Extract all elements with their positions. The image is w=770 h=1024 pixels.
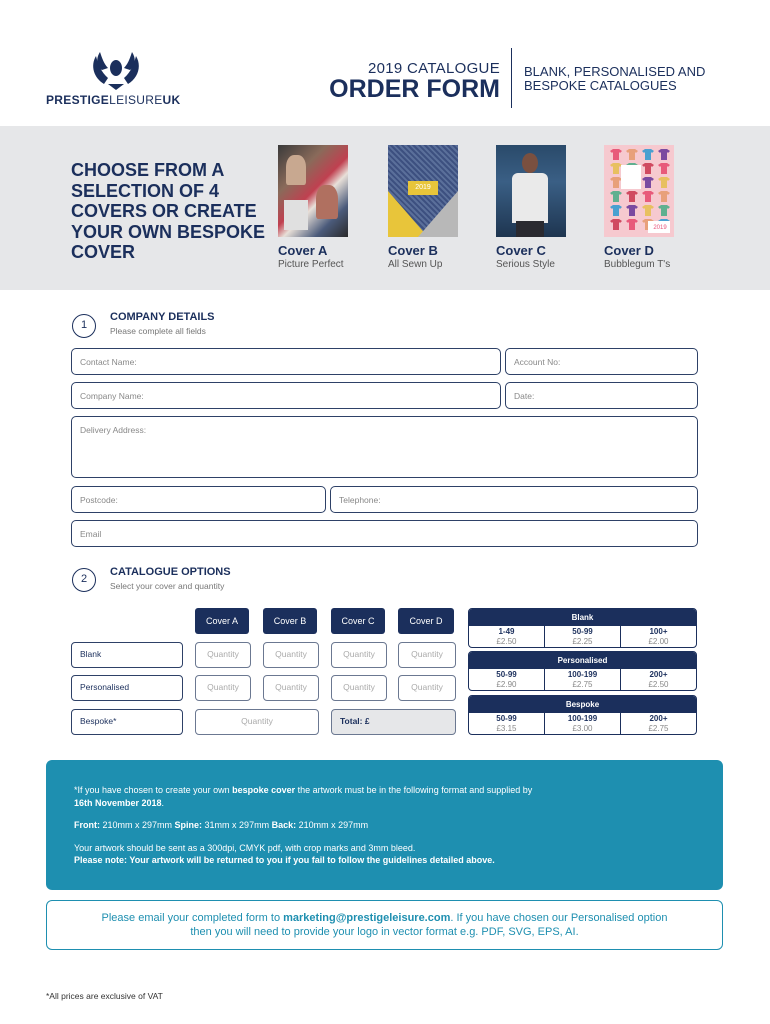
tshirt-icon (658, 205, 670, 216)
cover-d-badge: 2019 (653, 225, 667, 231)
price-tier: 100-199 £2.75 (545, 669, 621, 690)
header-divider (511, 48, 512, 108)
tshirt-icon (610, 191, 622, 202)
email-instructions: Please email your completed form to marketing@prestigeleisure.com. If you have chosen our Personalised option then you will need to provide your logo in vector format e.g. PDF, SVG, EPS, AI. (46, 900, 723, 950)
tshirt-icon (658, 191, 670, 202)
cover-b[interactable] (388, 145, 478, 270)
price-tier: 50-99 £3.15 (469, 713, 545, 734)
tshirt-icon (626, 205, 638, 216)
cover-c-column-header: Cover C (331, 608, 385, 634)
price-table-blank (468, 608, 697, 648)
price-table-bespoke (468, 695, 697, 735)
cover-a-subtitle: Picture Perfect (278, 259, 344, 270)
price-tier: 1-49 £2.50 (469, 626, 545, 647)
postcode-field[interactable]: Postcode: (71, 486, 326, 513)
cover-d[interactable] (604, 145, 694, 270)
tshirt-icon (610, 219, 622, 230)
row-label-blank: Blank (71, 642, 183, 668)
cover-a-image (278, 145, 348, 237)
cover-d-subtitle: Bubblegum T's (604, 259, 671, 270)
row-label-bespoke: Bespoke* (71, 709, 183, 735)
price-table-personalised (468, 651, 697, 691)
cover-c-image (496, 145, 566, 237)
artwork-format-text: Your artwork should be sent as a 300dpi, CMYK pdf, with crop marks and 3mm bleed. Please note: Your artwork will be returned to you if you fail to follow the guidelines detailed above. (74, 842, 495, 865)
vat-footnote: *All prices are exclusive of VAT (46, 991, 163, 1001)
tshirt-icon (610, 163, 622, 174)
price-tier: 100+ £2.00 (648, 627, 669, 646)
cover-c-subtitle: Serious Style (496, 259, 555, 270)
quantity-personalised-cover-d[interactable]: Quantity (398, 675, 456, 701)
cover-d-column-header: Cover D (398, 608, 454, 634)
catalogue-options-subtitle: Select your cover and quantity (110, 581, 225, 591)
tshirt-icon (626, 191, 638, 202)
covers-heading: CHOOSE FROM A SELECTION OF 4 COVERS OR CREATE YOUR OWN BESPOKE COVER (71, 160, 266, 262)
cover-d-name: Cover D (604, 243, 654, 258)
cover-b-name: Cover B (388, 243, 438, 258)
catalogue-options-title: CATALOGUE OPTIONS (110, 566, 231, 578)
price-tier: 200+ £2.50 (648, 670, 669, 689)
cover-b-image (388, 145, 458, 237)
delivery-address-field[interactable]: Delivery Address: (71, 416, 698, 478)
price-table-bespoke-title: Bespoke (469, 696, 696, 713)
price-table-personalised-title: Personalised (469, 652, 696, 669)
tshirt-icon (658, 163, 670, 174)
tshirt-icon (610, 205, 622, 216)
price-tier: 200+ £2.75 (648, 714, 669, 733)
cover-a[interactable] (278, 145, 368, 270)
quantity-personalised-cover-a[interactable]: Quantity (195, 675, 251, 701)
price-tier: 100-199 £3.00 (545, 713, 621, 734)
tshirt-icon (658, 177, 670, 188)
account-no-field[interactable]: Account No: (505, 348, 698, 375)
quantity-blank-cover-d[interactable]: Quantity (398, 642, 456, 668)
bespoke-artwork-info (46, 760, 723, 890)
quantity-blank-cover-b[interactable]: Quantity (263, 642, 319, 668)
cover-b-badge: 2019 (408, 181, 438, 195)
row-label-personalised: Personalised (71, 675, 183, 701)
telephone-field[interactable]: Telephone: (330, 486, 698, 513)
price-tier: 50-99 £2.90 (469, 669, 545, 690)
quantity-bespoke[interactable]: Quantity (195, 709, 319, 735)
tshirt-icon (626, 149, 638, 160)
cover-c[interactable] (496, 145, 586, 270)
catalogue-year: 2019 CATALOGUE (367, 60, 500, 77)
cover-d-image (604, 145, 674, 237)
price-table-blank-title: Blank (469, 609, 696, 626)
company-details-title: COMPANY DETAILS (110, 311, 215, 323)
contact-name-field[interactable]: Contact Name: (71, 348, 501, 375)
step-2-badge: 2 (72, 568, 96, 592)
header-subtitle: BLANK, PERSONALISED AND BESPOKE CATALOGUES (524, 64, 706, 93)
artwork-dimensions: Front: 210mm x 297mm Spine: 31mm x 297mm Back: 210mm x 297mm (74, 820, 369, 830)
tshirt-icon (642, 205, 654, 216)
cover-b-subtitle: All Sewn Up (388, 259, 443, 270)
cover-c-name: Cover C (496, 243, 546, 258)
cover-a-name: Cover A (278, 243, 328, 258)
step-1-badge: 1 (72, 314, 96, 338)
total-field[interactable]: Total: £ (331, 709, 456, 735)
tshirt-icon (642, 177, 654, 188)
order-form-title: ORDER FORM (329, 75, 500, 103)
price-tier: 50-99 £2.25 (545, 626, 621, 647)
tshirt-icon (642, 149, 654, 160)
marketing-email-link[interactable]: marketing@prestigeleisure.com (283, 912, 451, 924)
company-details-subtitle: Please complete all fields (110, 326, 206, 336)
logo-wordmark: PRESTIGELEISUREUK (46, 93, 181, 107)
quantity-blank-cover-c[interactable]: Quantity (331, 642, 387, 668)
quantity-personalised-cover-b[interactable]: Quantity (263, 675, 319, 701)
date-field[interactable]: Date: (505, 382, 698, 409)
quantity-personalised-cover-c[interactable]: Quantity (331, 675, 387, 701)
cover-a-column-header: Cover A (195, 608, 249, 634)
email-field[interactable]: Email (71, 520, 698, 547)
tshirt-icon (642, 163, 654, 174)
company-name-field[interactable]: Company Name: (71, 382, 501, 409)
tshirt-icon (610, 177, 622, 188)
tshirt-icon (658, 149, 670, 160)
quantity-blank-cover-a[interactable]: Quantity (195, 642, 251, 668)
bespoke-deadline-text: *If you have chosen to create your own bespoke cover the artwork must be in the following format and supplied by 16th November 2018. (74, 785, 533, 808)
tshirt-icon (642, 191, 654, 202)
tshirt-icon (626, 219, 638, 230)
cover-b-column-header: Cover B (263, 608, 317, 634)
tshirt-icon (610, 149, 622, 160)
